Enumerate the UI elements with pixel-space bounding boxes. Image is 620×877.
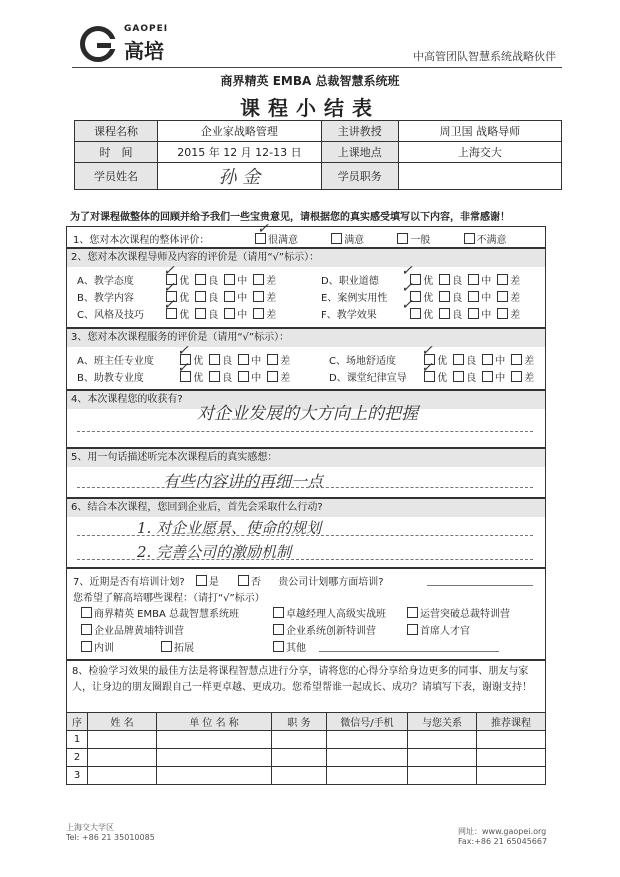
q1-option-satisfied[interactable]: 满意 (331, 231, 364, 246)
q1-section (66, 221, 546, 248)
checkbox-icon[interactable] (331, 233, 342, 244)
student-name-value[interactable]: 孙 金 (157, 163, 321, 190)
logo-cn-text: 高培 (124, 39, 164, 63)
q2-item-label: C、风格及技巧 (77, 310, 144, 321)
q2-question: 2、您对本次课程导师及内容的评价是（请用“√”标示）： (67, 249, 545, 267)
q2-item-label: F、教学效果 (321, 310, 377, 321)
checkbox-icon[interactable] (497, 274, 508, 285)
grade-option[interactable]: 优 (424, 352, 447, 367)
q6-answer-2[interactable]: 2. 完善公司的激励机制 (137, 543, 292, 561)
checkbox-icon[interactable] (397, 233, 408, 244)
intro-text: 为了对课程做整体的回顾并给予我们一些宝贵意见，请根据您的真实感受填写以下内容，非常感谢！ (70, 212, 510, 223)
grade-option[interactable]: 良 (209, 369, 232, 384)
grade-option[interactable]: 中 (224, 272, 247, 287)
grade-option[interactable]: 差 (511, 352, 534, 367)
grade-option[interactable]: 中 (238, 369, 261, 384)
q2-checkmark-icon: ✓ (163, 297, 175, 313)
grade-option[interactable]: 良 (209, 352, 232, 367)
checkbox-icon[interactable] (224, 291, 235, 302)
lecturer-label: 主讲教授 (321, 121, 398, 142)
table-row (67, 749, 546, 767)
grade-option[interactable]: 良 (195, 289, 218, 304)
q7-question-row (73, 573, 384, 588)
location-label: 上课地点 (321, 142, 398, 163)
checkbox-icon[interactable] (407, 624, 418, 635)
col-header: 推荐课程 (477, 713, 546, 731)
q4-answer[interactable]: 对企业发展的大方向上的把握 (197, 404, 418, 424)
course-name-value[interactable]: 企业家战略管理 (157, 121, 321, 142)
table-cell[interactable] (408, 731, 477, 749)
checkbox-icon[interactable] (482, 371, 493, 382)
checkbox-icon[interactable] (453, 354, 464, 365)
checkbox-icon[interactable] (468, 291, 479, 302)
grade-option[interactable]: 优 (166, 306, 189, 321)
q6-answer-1[interactable]: 1. 对企业愿景、使命的规划 (137, 519, 322, 537)
footer-tel: Tel: +86 21 35010085 (66, 833, 155, 842)
q7-course-option[interactable]: 运营突破总裁特训营 (407, 605, 510, 620)
q4-question: 4、本次课程您的收获有? (67, 391, 545, 409)
q2-item-label: E、案例实用性 (321, 293, 388, 304)
grade-option[interactable]: 中 (482, 369, 505, 384)
table-cell[interactable] (157, 749, 272, 767)
table-cell[interactable] (88, 731, 157, 749)
checkbox-icon[interactable] (273, 641, 284, 652)
checkbox-icon[interactable] (253, 274, 264, 285)
q6-question: 6、结合本次课程，您回到企业后，首先会采取什么行动? (67, 499, 545, 517)
q7-course-option[interactable]: 商界精英 EMBA 总裁智慧系统班 (81, 605, 239, 620)
other-line (319, 651, 499, 652)
table-cell[interactable] (477, 749, 546, 767)
q2-right-row-d (321, 272, 526, 287)
checkbox-icon[interactable] (273, 607, 284, 618)
q4-section (66, 390, 546, 448)
q2-item-label: A、教学态度 (77, 276, 134, 287)
grade-option[interactable]: 中 (224, 289, 247, 304)
q2-item-label: D、职业道德 (321, 276, 379, 287)
grade-option[interactable]: 优 (180, 352, 203, 367)
q7-course-option[interactable]: 企业品牌黄埔特训营 (81, 622, 184, 637)
grade-option[interactable]: 中 (238, 352, 261, 367)
checkbox-icon[interactable] (196, 575, 207, 586)
checkbox-icon[interactable] (224, 308, 235, 319)
q7-course-option[interactable]: 企业系统创新特训营 (273, 622, 376, 637)
table-cell[interactable] (88, 767, 157, 785)
time-label: 时 间 (75, 142, 158, 163)
checkbox-icon[interactable] (497, 291, 508, 302)
grade-option[interactable]: 差 (497, 272, 520, 287)
q1-options (255, 231, 513, 246)
grade-option[interactable]: 良 (439, 289, 462, 304)
q2-right-row-e (321, 289, 526, 304)
checkbox-icon[interactable] (497, 308, 508, 319)
col-header: 与您关系 (408, 713, 477, 731)
q6-section (66, 498, 546, 568)
q3-checkmark-icon: ✓ (177, 343, 189, 359)
q7-course-option[interactable]: 内训 (81, 639, 114, 654)
checkbox-icon[interactable] (439, 291, 450, 302)
location-value[interactable]: 上海交大 (398, 142, 561, 163)
q7-course-option[interactable]: 卓越经理人高级实战班 (273, 605, 386, 620)
q2-checkmark-icon: ✓ (401, 280, 413, 296)
grade-option[interactable]: 中 (468, 306, 491, 321)
footer-campus: 上海交大学区 (66, 823, 114, 832)
answer-line (77, 431, 533, 432)
q5-section (66, 448, 546, 498)
q3-checkmark-icon: ✓ (177, 360, 189, 376)
q2-section (66, 248, 546, 328)
grade-option[interactable]: 差 (267, 369, 290, 384)
q8-section (66, 660, 546, 713)
checkbox-icon[interactable] (195, 291, 206, 302)
checkbox-icon[interactable] (511, 354, 522, 365)
grade-option[interactable]: 差 (253, 272, 276, 287)
table-header-row (67, 713, 546, 731)
row-number: 1 (67, 731, 88, 749)
checkbox-icon[interactable] (273, 624, 284, 635)
grade-option[interactable]: 差 (497, 306, 520, 321)
header-divider (72, 67, 562, 68)
grade-option[interactable]: 中 (482, 352, 505, 367)
table-cell[interactable] (408, 749, 477, 767)
checkbox-icon[interactable] (468, 308, 479, 319)
checkbox-icon[interactable] (81, 607, 92, 618)
q2-checkmark-icon: ✓ (401, 263, 413, 279)
table-cell[interactable] (272, 749, 327, 767)
grade-option[interactable]: 差 (497, 289, 520, 304)
q1-checkmark-icon: ✓ (257, 221, 269, 237)
q3-item-label: D、课堂纪律宣导 (329, 373, 407, 384)
table-cell[interactable] (327, 767, 408, 785)
q7-course-option[interactable]: 其他 (273, 639, 306, 654)
q2-checkmark-icon: ✓ (401, 297, 413, 313)
grade-option[interactable]: 良 (195, 306, 218, 321)
checkbox-icon[interactable] (195, 308, 206, 319)
answer-line (77, 559, 533, 560)
grade-option[interactable]: 优 (410, 289, 433, 304)
tagline: 中高管团队智慧系统战略伙伴 (413, 50, 556, 63)
checkbox-icon[interactable] (238, 575, 249, 586)
checkbox-icon[interactable] (482, 354, 493, 365)
checkbox-icon[interactable] (267, 371, 278, 382)
answer-line (77, 487, 533, 488)
grade-option[interactable]: 差 (253, 289, 276, 304)
gaopei-logo (80, 24, 210, 64)
checkbox-icon[interactable] (439, 274, 450, 285)
q7-section (66, 568, 546, 660)
q7-prompt: 您希望了解高培哪些课程：（请打“√”标示） (73, 593, 265, 604)
q2-right-row-f (321, 306, 526, 321)
col-header: 姓 名 (88, 713, 157, 731)
checkbox-icon[interactable] (439, 308, 450, 319)
checkbox-icon[interactable] (267, 354, 278, 365)
q3-section (66, 328, 546, 390)
table-cell[interactable] (272, 731, 327, 749)
table-row (67, 767, 546, 785)
checkbox-icon[interactable] (81, 624, 92, 635)
lecturer-value[interactable]: 周卫国 战略导师 (398, 121, 561, 142)
q3-checkmark-icon: ✓ (421, 360, 433, 376)
q7-yes-option[interactable]: 是 (196, 573, 219, 588)
col-header: 序 (67, 713, 88, 731)
col-header: 职 务 (272, 713, 327, 731)
checkbox-icon[interactable] (195, 274, 206, 285)
q2-item-label: B、教学内容 (77, 293, 134, 304)
table-cell[interactable] (408, 767, 477, 785)
q3-right-row-c (329, 352, 540, 367)
checkbox-icon[interactable] (253, 291, 264, 302)
grade-option[interactable]: 优 (180, 369, 203, 384)
q3-right-row-d (329, 369, 540, 384)
form-title: 课程小结表 (240, 96, 380, 120)
q5-question: 5、用一句话描述听完本次课程后的真实感想： (67, 449, 545, 467)
grade-option[interactable]: 良 (453, 352, 476, 367)
gaopei-logo-icon (80, 26, 116, 62)
checkbox-icon[interactable] (253, 308, 264, 319)
q1-option-very-satisfied[interactable]: 很满意 (255, 231, 298, 246)
q3-question: 3、您对本次课程服务的评价是（请用“√”标示）： (67, 329, 545, 347)
checkbox-icon[interactable] (238, 354, 249, 365)
q1-option-unsatisfied[interactable]: 不满意 (464, 231, 507, 246)
checkbox-icon[interactable] (224, 274, 235, 285)
grade-option[interactable]: 优 (166, 272, 189, 287)
table-cell[interactable] (157, 767, 272, 785)
grade-option[interactable]: 差 (253, 306, 276, 321)
grade-option[interactable]: 中 (468, 289, 491, 304)
form-subtitle: 商界精英 EMBA 总裁智慧系统班 (220, 74, 400, 88)
q3-item-label: C、场地舒适度 (329, 356, 396, 367)
row-number: 2 (67, 749, 88, 767)
topic-line (427, 585, 533, 586)
footer-fax: Fax:+86 21 65045667 (458, 837, 548, 846)
q1-question: 1、您对本次课程的整体评价： (73, 235, 210, 246)
q7-topic-label: 贵公司计划哪方面培训? (278, 577, 384, 588)
checkbox-icon[interactable] (453, 371, 464, 382)
table-cell[interactable] (327, 749, 408, 767)
row-number: 3 (67, 767, 88, 785)
table-cell[interactable] (157, 731, 272, 749)
answer-line (77, 535, 533, 536)
time-value[interactable]: 2015 年 12 月 12-13 日 (157, 142, 321, 163)
q2-left-row-a (77, 272, 282, 287)
checkbox-icon[interactable] (468, 274, 479, 285)
table-cell[interactable] (88, 749, 157, 767)
grade-option[interactable]: 良 (439, 272, 462, 287)
col-header: 微信号/手机 (327, 713, 408, 731)
grade-option[interactable]: 优 (424, 369, 447, 384)
col-header: 单 位 名 称 (157, 713, 272, 731)
table-cell[interactable] (327, 731, 408, 749)
grade-option[interactable]: 优 (166, 289, 189, 304)
q2-checkmark-icon: ✓ (163, 280, 175, 296)
grade-option[interactable]: 差 (511, 369, 534, 384)
grade-option[interactable]: 中 (224, 306, 247, 321)
logo-en-text: GAOPEI (124, 24, 169, 34)
table-cell[interactable] (477, 767, 546, 785)
referral-table (66, 712, 546, 785)
checkbox-icon[interactable] (209, 354, 220, 365)
checkbox-icon[interactable] (81, 641, 92, 652)
grade-option[interactable]: 良 (195, 272, 218, 287)
q2-checkmark-icon: ✓ (163, 263, 175, 279)
course-name-label: 课程名称 (75, 121, 158, 142)
student-name-label: 学员姓名 (75, 163, 158, 190)
q7-no-option[interactable]: 否 (238, 573, 261, 588)
checkbox-icon[interactable] (161, 641, 172, 652)
q5-answer[interactable]: 有些内容讲的再细一点 (163, 472, 324, 491)
grade-option[interactable]: 差 (267, 352, 290, 367)
student-position-value[interactable] (398, 163, 561, 190)
grade-option[interactable]: 优 (410, 306, 433, 321)
checkbox-icon[interactable] (464, 233, 475, 244)
q7-course-option[interactable]: 拓展 (161, 639, 194, 654)
table-cell[interactable] (272, 767, 327, 785)
checkbox-icon[interactable] (511, 371, 522, 382)
q1-option-average[interactable]: 一般 (397, 231, 430, 246)
q7-question: 7、近期是否有培训计划? (73, 577, 185, 588)
q3-checkmark-icon: ✓ (421, 343, 433, 359)
checkbox-icon[interactable] (209, 371, 220, 382)
grade-option[interactable]: 中 (468, 272, 491, 287)
q3-item-label: A、班主任专业度 (77, 356, 154, 367)
grade-option[interactable]: 良 (439, 306, 462, 321)
table-cell[interactable] (477, 731, 546, 749)
q2-left-row-b (77, 289, 282, 304)
checkbox-icon[interactable] (407, 607, 418, 618)
grade-option[interactable]: 良 (453, 369, 476, 384)
footer-website[interactable]: 网址：www.gaopei.org (458, 827, 547, 836)
table-row (67, 731, 546, 749)
checkbox-icon[interactable] (238, 371, 249, 382)
q7-course-option[interactable]: 首席人才官 (407, 622, 470, 637)
q2-left-row-c (77, 306, 282, 321)
q8-text: 8、检验学习效果的最佳方法是将课程智慧点进行分享，请将您的心得分享给身边更多的同事、朋友与家人，让身边的朋友圈跟自己一样更卓越、更成功。您希望帮谁一起成长、成功？请填写下表，谢谢支持！ (72, 666, 532, 693)
student-position-label: 学员职务 (321, 163, 398, 190)
course-info-table (74, 120, 562, 190)
grade-option[interactable]: 优 (410, 272, 433, 287)
q3-item-label: B、助教专业度 (77, 373, 144, 384)
